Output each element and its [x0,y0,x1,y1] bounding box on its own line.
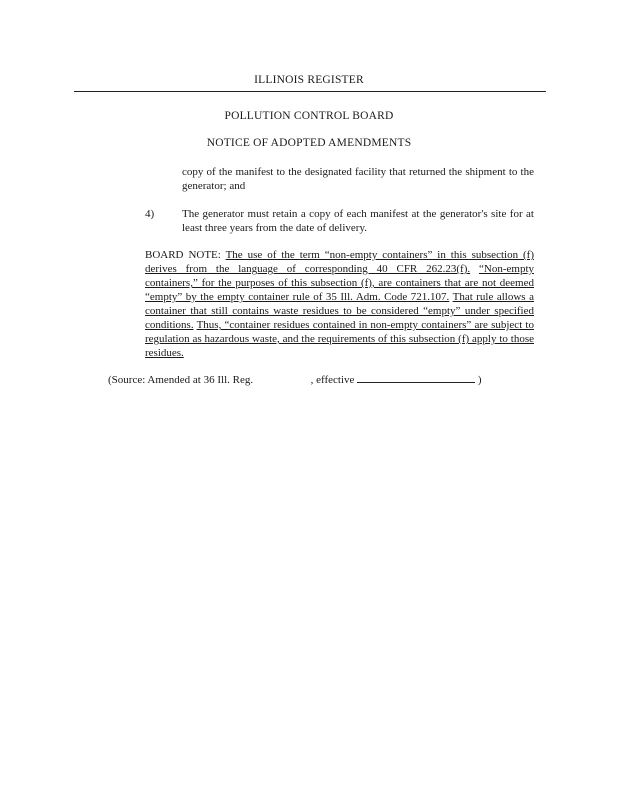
header-rule [74,91,546,92]
board-note-sentence-2: “Non-empty containers,” for the purposes of this subsection (f), are containers that are not deemed “empty” by the empty container rule of 35 Ill. Adm. Code 721.107. [145,263,534,303]
source-effective: , effective [310,374,355,386]
board-note-sentence-4: Thus, “container residues contained in non-empty containers” are subject to regulation as hazardous waste, and the requirements of this subsection (f) apply to those residues. [145,319,534,359]
board-note-label: BOARD NOTE: [145,249,221,261]
source-prefix: (Source: Amended at 36 Ill. Reg. [108,374,254,386]
board-note-sentence-3: That rule allows a container that still contains waste residues to be considered “empty” under specified conditions. [145,291,534,331]
agency-title: POLLUTION CONTROL BOARD [224,110,394,122]
notice-title: NOTICE OF ADOPTED AMENDMENTS [206,137,412,149]
source-suffix: ) [477,374,482,386]
board-note-sentence-1: The use of the term “non-empty containers” in this subsection (f) derives from the language of corresponding 40 CFR 262.23(f). [145,249,534,275]
item-text: The generator must retain a copy of each manifest at the generator's site for at least three years from the date of delivery. [182,208,534,234]
source-line [108,372,548,387]
continued-paragraph: copy of the manifest to the designated facility that returned the shipment to the generator; and [182,166,534,192]
board-note [145,248,534,360]
register-header-title: ILLINOIS REGISTER [254,74,364,86]
item-number: 4) [145,208,155,220]
effective-date-blank [357,372,475,383]
